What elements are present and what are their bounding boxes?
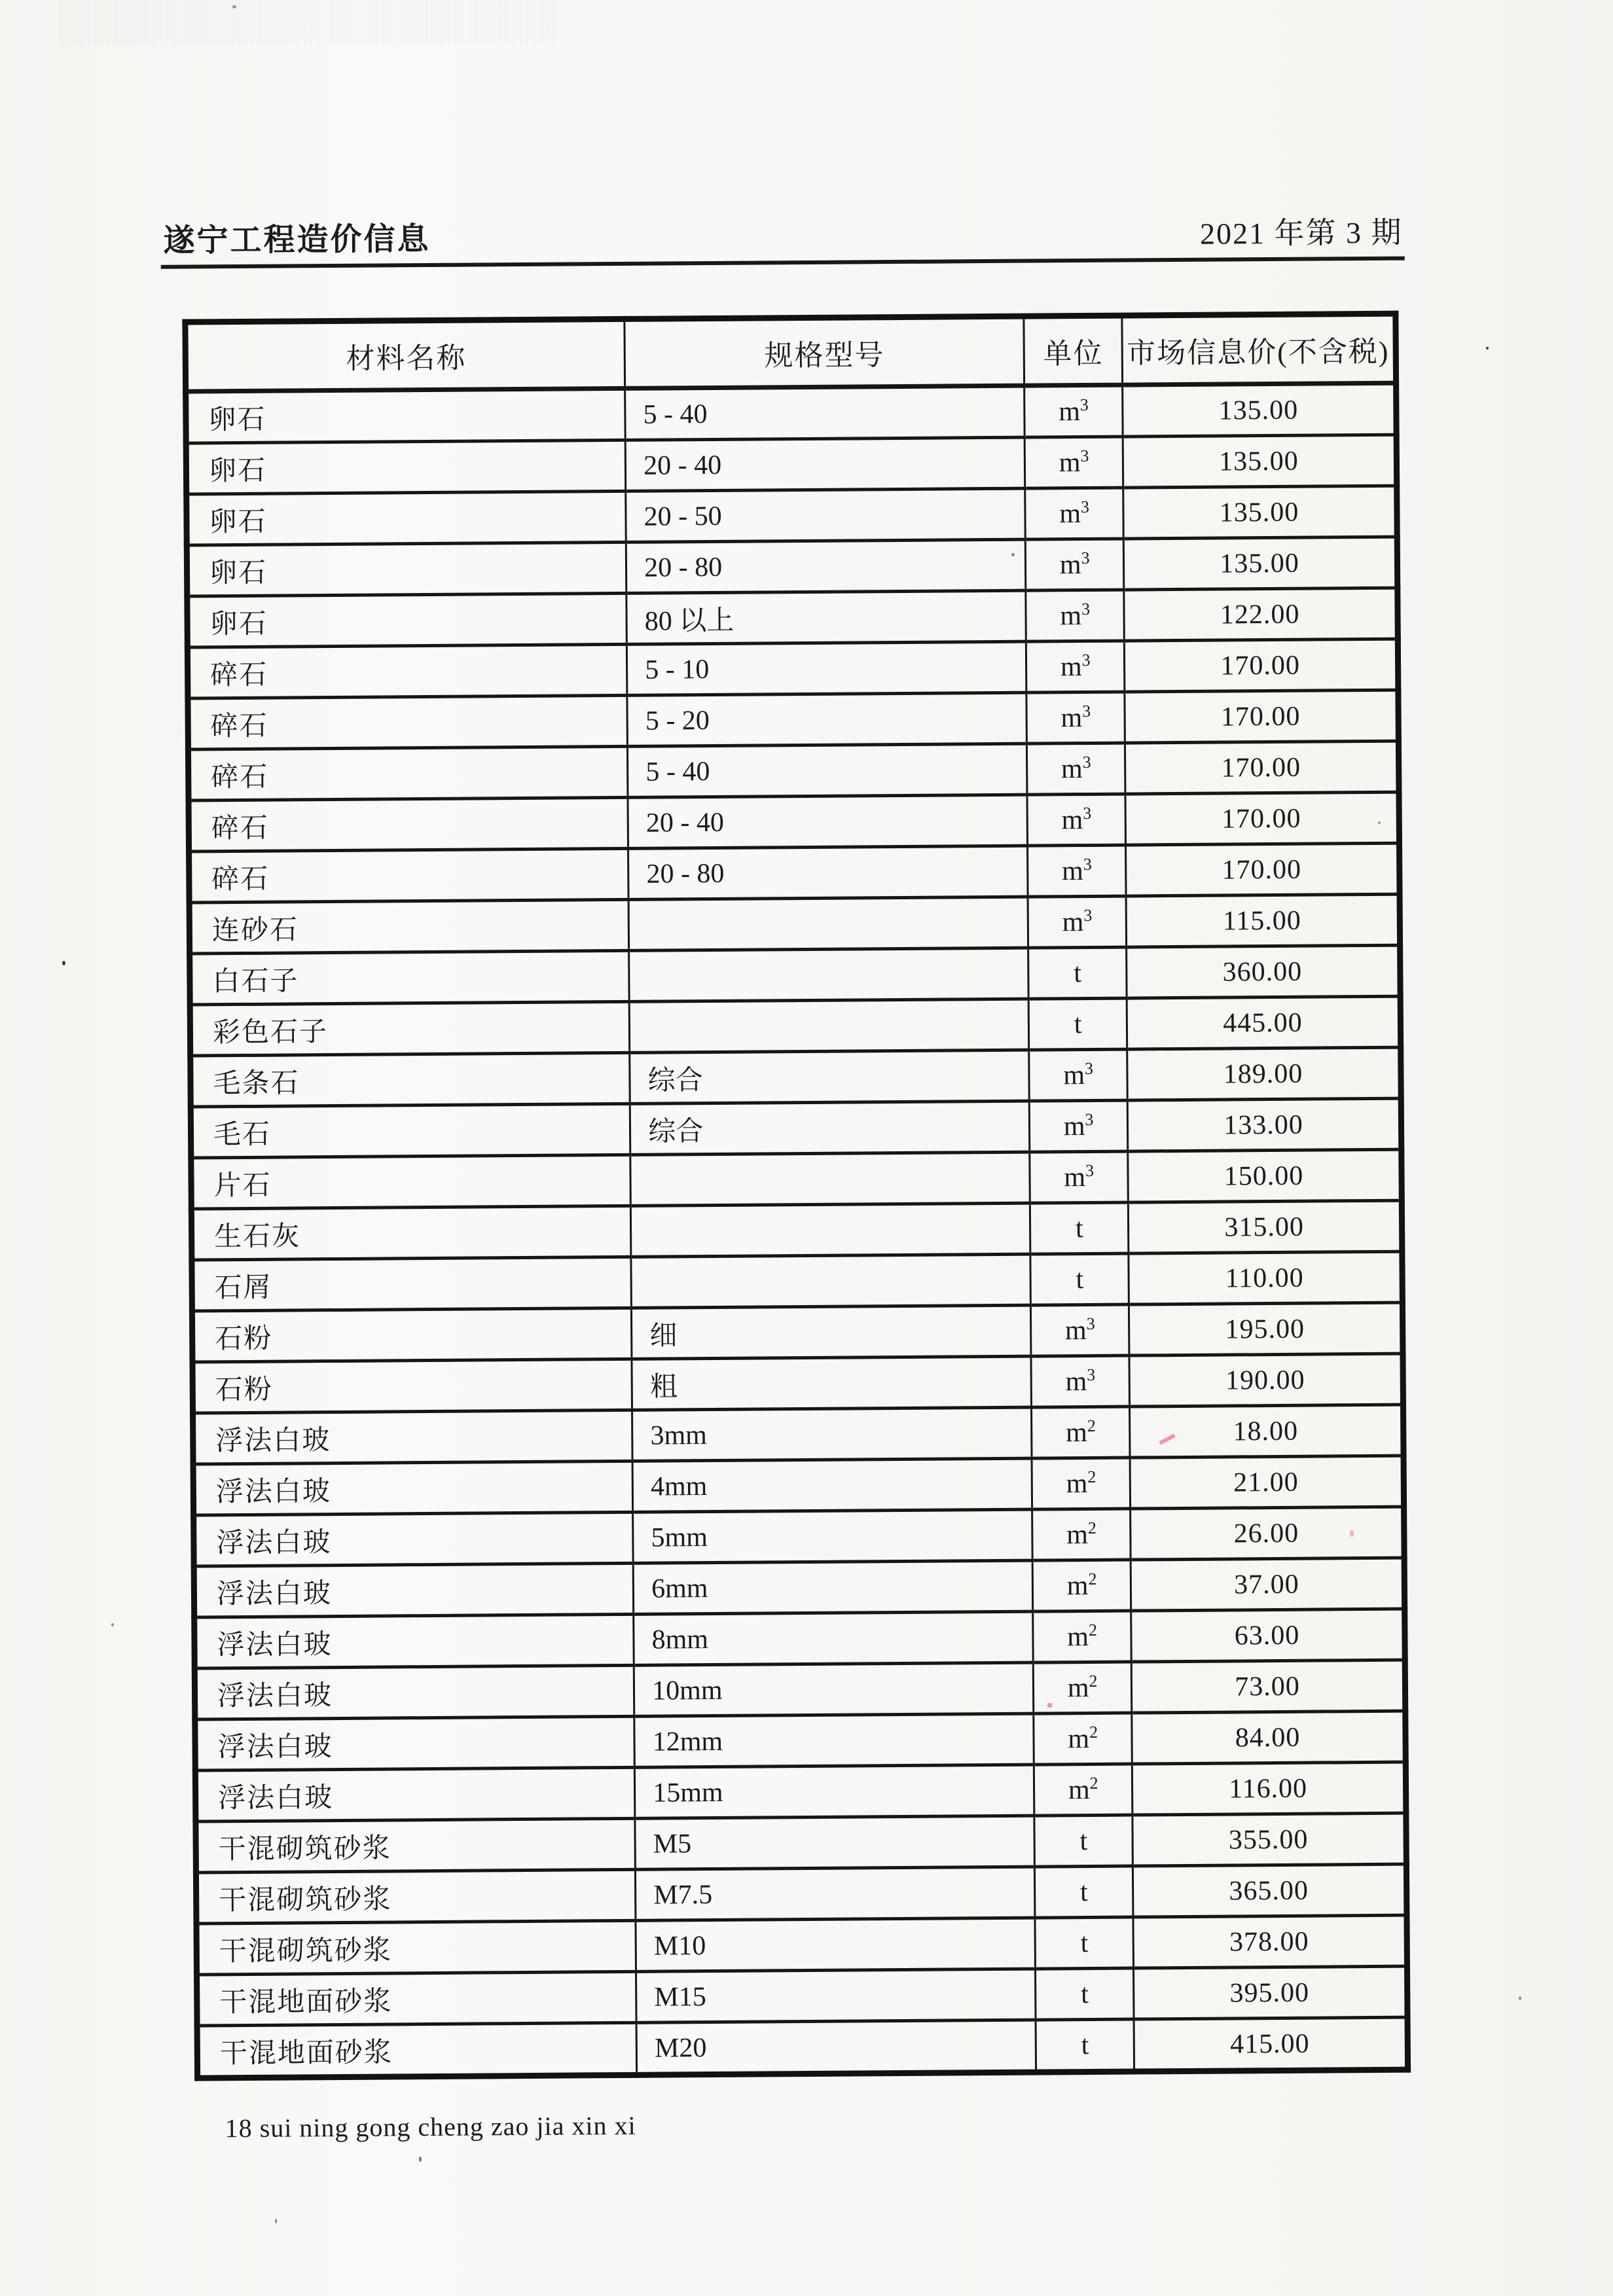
material-name-cell: 浮法白玻	[195, 1716, 635, 1770]
price-cell: 133.00	[1127, 1098, 1401, 1151]
unit-cell: $m^2$	[1032, 1509, 1131, 1560]
material-name-cell: 干混地面砂浆	[197, 1971, 637, 2026]
table-row	[190, 945, 1400, 1005]
table-row	[189, 894, 1400, 954]
price-cell: 355.00	[1133, 1813, 1406, 1866]
price-cell: 26.00	[1131, 1507, 1404, 1560]
scan-speck	[1378, 821, 1381, 824]
unit-cell: $m^3$	[1030, 1151, 1128, 1203]
spec-cell: 80 以上	[626, 590, 1026, 644]
scan-speck	[111, 1623, 114, 1626]
price-cell: 190.00	[1129, 1354, 1403, 1407]
material-name-cell: 浮法白玻	[194, 1614, 634, 1668]
scan-artifact-pink	[1047, 1703, 1052, 1708]
material-name-cell: 浮法白玻	[193, 1410, 633, 1464]
column-header-spec: 规格型号	[625, 316, 1024, 388]
unit-cell: $m^3$	[1028, 845, 1126, 897]
table-row	[190, 996, 1400, 1056]
material-name-cell: 干混地面砂浆	[197, 2022, 637, 2078]
price-cell: 195.00	[1129, 1302, 1403, 1355]
price-cell: 37.00	[1131, 1558, 1404, 1611]
unit-cell: t	[1035, 1866, 1133, 1918]
spec-cell: 5mm	[633, 1509, 1033, 1563]
material-name-cell: 碎石	[189, 797, 628, 852]
spec-cell: 20 - 80	[628, 846, 1028, 899]
unit-cell: $m^2$	[1032, 1458, 1130, 1509]
table-row	[193, 1405, 1404, 1464]
table-row	[195, 1762, 1405, 1821]
unit-cell: t	[1028, 947, 1127, 999]
unit-cell: t	[1030, 1202, 1129, 1254]
spec-cell: 8mm	[634, 1611, 1034, 1665]
spec-cell	[631, 1203, 1031, 1257]
unit-cell: $m^3$	[1031, 1304, 1129, 1356]
price-cell: 135.00	[1123, 486, 1397, 539]
scan-speck	[1486, 347, 1489, 350]
unit-cell: t	[1036, 1968, 1134, 2020]
material-name-cell: 卵石	[187, 491, 626, 545]
spec-cell: M15	[636, 1969, 1036, 2022]
materials-price-table	[182, 311, 1411, 2081]
table-row	[187, 537, 1397, 596]
spec-cell: 20 - 80	[626, 539, 1026, 593]
table-row	[196, 1864, 1406, 1924]
scan-speck	[232, 5, 236, 9]
table-row	[191, 1200, 1402, 1260]
scan-speck	[62, 961, 65, 965]
table-row	[194, 1609, 1405, 1668]
unit-cell: $m^3$	[1026, 641, 1125, 692]
spec-cell: 5 - 10	[627, 641, 1027, 695]
page-footer: 18 sui ning gong cheng zao jia xin xi	[225, 2110, 636, 2144]
price-cell: 110.00	[1129, 1251, 1402, 1304]
spec-cell: 5 - 40	[628, 744, 1028, 797]
table-row	[187, 588, 1398, 647]
unit-cell: $m^3$	[1025, 488, 1123, 539]
price-cell: 415.00	[1134, 2017, 1407, 2072]
table-body	[186, 383, 1408, 2078]
spec-cell: 20 - 40	[625, 437, 1025, 491]
table-header-row	[185, 314, 1396, 391]
unit-cell: $m^3$	[1031, 1355, 1129, 1407]
price-cell: 21.00	[1130, 1456, 1404, 1509]
price-cell: 378.00	[1133, 1915, 1407, 1968]
unit-cell: $m^3$	[1026, 692, 1125, 744]
material-name-cell: 连砂石	[189, 899, 629, 954]
material-name-cell: 浮法白玻	[195, 1767, 635, 1821]
table-row	[190, 1098, 1401, 1158]
table-row	[189, 792, 1399, 852]
unit-cell: $m^3$	[1026, 539, 1124, 590]
material-name-cell: 毛条石	[190, 1052, 630, 1107]
price-cell: 84.00	[1132, 1711, 1405, 1764]
table-row	[187, 639, 1398, 698]
spec-cell: 5 - 40	[625, 386, 1025, 440]
spec-cell: 12mm	[634, 1713, 1034, 1767]
spec-cell	[628, 897, 1028, 950]
spec-cell: M7.5	[636, 1867, 1036, 1920]
table-row	[196, 1915, 1407, 1975]
unit-cell: t	[1030, 1253, 1129, 1305]
table-row	[189, 843, 1400, 903]
spec-cell: 15mm	[635, 1765, 1035, 1818]
table-header	[185, 314, 1396, 391]
material-name-cell: 浮法白玻	[193, 1461, 633, 1515]
spec-cell	[629, 948, 1029, 1001]
column-header-price: 市场信息价(不含税)	[1122, 314, 1396, 385]
spec-cell: 4mm	[632, 1458, 1032, 1512]
material-name-cell: 浮法白玻	[194, 1563, 634, 1617]
material-name-cell: 石粉	[192, 1359, 632, 1413]
table-row	[192, 1251, 1402, 1311]
page-header	[163, 207, 1402, 260]
material-name-cell: 碎石	[189, 848, 629, 903]
spec-cell: 10mm	[634, 1662, 1034, 1716]
unit-cell: $m^3$	[1028, 896, 1126, 948]
price-cell: 189.00	[1127, 1047, 1401, 1100]
material-name-cell: 碎石	[188, 746, 628, 800]
spec-cell: 粗	[632, 1356, 1032, 1410]
table-row	[190, 1047, 1401, 1107]
price-cell: 170.00	[1125, 741, 1399, 794]
price-cell: 135.00	[1123, 383, 1396, 437]
material-name-cell: 生石灰	[191, 1206, 631, 1260]
scan-speck	[419, 2157, 422, 2162]
material-name-cell: 浮法白玻	[194, 1665, 634, 1719]
material-name-cell: 彩色石子	[190, 1001, 630, 1056]
material-name-cell: 浮法白玻	[194, 1512, 634, 1566]
price-cell: 315.00	[1128, 1200, 1402, 1253]
unit-cell: $m^2$	[1032, 1560, 1131, 1611]
scan-speck	[275, 2219, 277, 2223]
spec-cell: 5 - 20	[627, 692, 1027, 746]
spec-cell: 3mm	[632, 1407, 1032, 1461]
table-row	[188, 690, 1398, 749]
material-name-cell: 干混砌筑砂浆	[196, 1920, 636, 1975]
unit-cell: $m^2$	[1033, 1611, 1131, 1662]
scan-speck	[1519, 1996, 1521, 2000]
scan-speck	[1011, 553, 1015, 556]
unit-cell: $m^2$	[1034, 1662, 1132, 1713]
spec-cell: M5	[635, 1816, 1035, 1869]
price-cell: 395.00	[1134, 1966, 1407, 2019]
unit-cell: $m^3$	[1027, 743, 1125, 795]
material-name-cell: 碎石	[187, 644, 627, 698]
price-cell: 135.00	[1123, 435, 1396, 488]
material-name-cell: 卵石	[186, 440, 626, 494]
table-row	[194, 1660, 1405, 1719]
table-row	[194, 1507, 1404, 1566]
material-name-cell: 碎石	[188, 695, 628, 749]
price-cell: 135.00	[1123, 537, 1397, 590]
scan-artifact-pink	[1350, 1530, 1354, 1537]
price-cell: 365.00	[1133, 1864, 1407, 1917]
unit-cell: $m^2$	[1034, 1764, 1133, 1816]
unit-cell: $m^2$	[1032, 1407, 1130, 1458]
publication-title: 遂宁工程造价信息	[163, 221, 431, 259]
spec-cell: 20 - 50	[626, 488, 1026, 542]
price-cell: 115.00	[1126, 894, 1400, 947]
price-cell: 170.00	[1124, 639, 1398, 692]
unit-cell: $m^3$	[1024, 437, 1123, 488]
spec-cell	[631, 1254, 1031, 1308]
table-row	[196, 1813, 1406, 1873]
column-header-unit: 单位	[1024, 315, 1123, 386]
spec-cell	[630, 1152, 1030, 1206]
material-name-cell: 毛石	[190, 1103, 630, 1158]
spec-cell: M10	[636, 1918, 1036, 1971]
price-cell: 116.00	[1132, 1762, 1405, 1815]
material-name-cell: 白石子	[190, 950, 630, 1005]
price-cell: 445.00	[1127, 996, 1400, 1049]
spec-cell: 20 - 40	[628, 795, 1028, 848]
unit-cell: $m^3$	[1027, 794, 1125, 846]
table-row	[197, 2017, 1408, 2078]
spec-cell	[629, 999, 1029, 1052]
table-row	[192, 1354, 1403, 1413]
price-cell: 170.00	[1126, 843, 1400, 896]
unit-cell: $m^3$	[1029, 1049, 1127, 1101]
material-name-cell: 卵石	[187, 542, 626, 596]
material-name-cell: 石粉	[192, 1308, 632, 1362]
table-row	[186, 435, 1396, 494]
unit-cell: t	[1035, 1917, 1133, 1969]
table-row	[187, 486, 1397, 545]
unit-cell: $m^2$	[1034, 1713, 1132, 1765]
unit-cell: $m^3$	[1024, 385, 1123, 437]
price-cell: 150.00	[1128, 1149, 1402, 1202]
column-header-material: 材料名称	[185, 319, 625, 391]
unit-cell: t	[1036, 2019, 1134, 2072]
spec-cell: 细	[632, 1305, 1032, 1359]
material-name-cell: 片石	[191, 1155, 631, 1209]
price-cell: 122.00	[1124, 588, 1398, 641]
price-cell: 63.00	[1131, 1609, 1405, 1662]
material-name-cell: 干混砌筑砂浆	[196, 1818, 636, 1873]
material-name-cell: 卵石	[186, 388, 626, 443]
price-cell: 170.00	[1125, 690, 1398, 743]
spec-cell: 综合	[630, 1101, 1030, 1155]
table-row	[195, 1711, 1405, 1770]
table-row	[192, 1302, 1402, 1362]
table-row	[191, 1149, 1402, 1209]
table-row	[188, 741, 1398, 800]
spec-cell: 6mm	[633, 1560, 1033, 1614]
table-row	[193, 1456, 1404, 1515]
material-name-cell: 卵石	[187, 593, 627, 647]
table-row	[197, 1966, 1407, 2026]
unit-cell: $m^3$	[1030, 1100, 1128, 1152]
unit-cell: $m^3$	[1026, 590, 1124, 641]
unit-cell: t	[1028, 998, 1127, 1050]
price-cell: 170.00	[1125, 792, 1399, 845]
spec-cell: M20	[636, 2020, 1036, 2075]
spec-cell: 综合	[630, 1050, 1030, 1103]
price-cell: 360.00	[1127, 945, 1400, 998]
table-row	[186, 383, 1397, 443]
material-name-cell: 石屑	[192, 1257, 632, 1311]
unit-cell: t	[1034, 1815, 1133, 1867]
price-cell: 18.00	[1130, 1405, 1404, 1458]
table-row	[194, 1558, 1404, 1617]
material-name-cell: 干混砌筑砂浆	[196, 1869, 636, 1924]
issue-label: 2021 年第 3 期	[1199, 215, 1403, 251]
price-cell: 73.00	[1131, 1660, 1405, 1713]
